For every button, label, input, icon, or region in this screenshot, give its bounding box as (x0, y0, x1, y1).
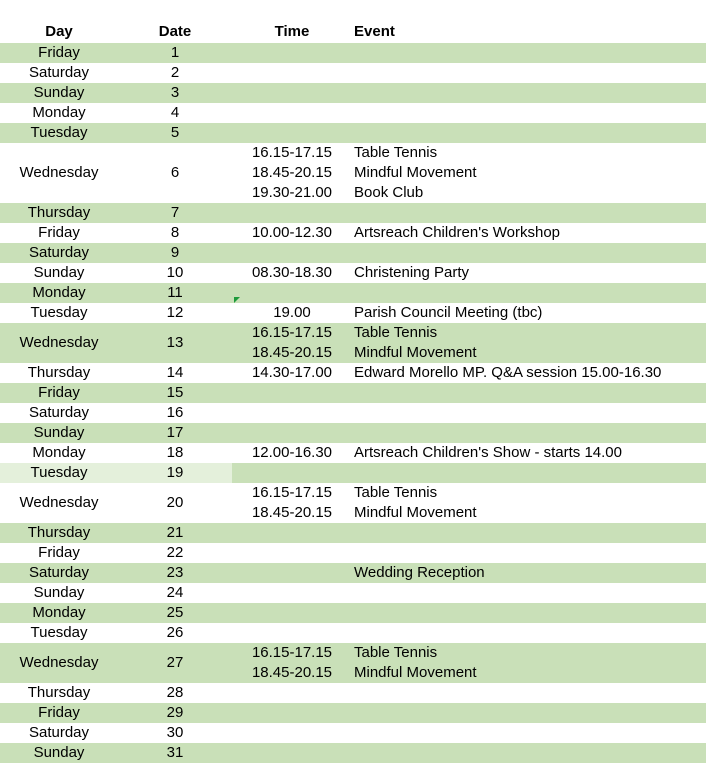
time-cell: 16.15-17.15 (251, 144, 333, 161)
time-cell: 18.45-20.15 (251, 344, 333, 361)
date-cell: 23 (166, 564, 184, 581)
comment-marker-icon (234, 297, 240, 303)
date-cell: 1 (170, 44, 180, 61)
table-row (0, 583, 706, 603)
time-cell: 16.15-17.15 (251, 324, 333, 341)
day-cell: Monday (32, 444, 86, 461)
date-cell: 25 (166, 604, 184, 621)
date-cell: 14 (166, 364, 184, 381)
time-cell: 14.30-17.00 (251, 364, 333, 381)
table-row (0, 543, 706, 563)
event-cell: Table Tennis (354, 144, 438, 161)
date-cell: 6 (170, 164, 180, 181)
table-row (0, 423, 706, 443)
date-cell: 11 (167, 284, 183, 301)
day-cell: Thursday (27, 524, 91, 541)
date-cell: 3 (170, 84, 180, 101)
day-cell: Thursday (27, 684, 91, 701)
header-time: Time (274, 23, 310, 40)
table-row (0, 263, 706, 283)
table-row (0, 303, 706, 323)
event-cell: Table Tennis (354, 324, 438, 341)
day-cell: Sunday (33, 84, 85, 101)
time-cell: 16.15-17.15 (251, 644, 333, 661)
event-cell: Edward Morello MP. Q&A session 15.00-16.30 (354, 364, 662, 381)
date-cell: 16 (166, 404, 184, 421)
time-cell: 19.30-21.00 (251, 184, 333, 201)
day-cell: Thursday (27, 204, 91, 221)
day-cell: Saturday (28, 404, 90, 421)
table-row (0, 563, 706, 583)
day-cell: Tuesday (30, 124, 88, 141)
day-cell: Friday (38, 544, 80, 561)
table-row (0, 723, 706, 743)
time-cell: 18.45-20.15 (251, 164, 333, 181)
day-cell: Friday (38, 224, 80, 241)
day-cell: Saturday (28, 724, 90, 741)
table-row (0, 463, 706, 483)
event-cell: Artsreach Children's Workshop (354, 224, 561, 241)
day-cell: Wednesday (19, 654, 99, 671)
date-cell: 8 (170, 224, 180, 241)
time-cell: 18.45-20.15 (251, 504, 333, 521)
table-row (0, 283, 706, 303)
date-cell: 13 (166, 334, 184, 351)
date-cell: 2 (170, 64, 180, 81)
date-cell: 4 (170, 104, 180, 121)
date-cell: 9 (170, 244, 180, 261)
event-cell: Christening Party (354, 264, 470, 281)
table-row (0, 703, 706, 723)
date-cell: 18 (166, 444, 184, 461)
date-cell: 24 (166, 584, 184, 601)
time-cell: 12.00-16.30 (251, 444, 333, 461)
event-cell: Wedding Reception (354, 564, 485, 581)
table-row (0, 483, 706, 523)
day-cell: Saturday (28, 64, 90, 81)
day-cell: Friday (38, 384, 80, 401)
table-row (0, 403, 706, 423)
day-cell: Wednesday (19, 164, 99, 181)
event-cell: Mindful Movement (354, 344, 477, 361)
header-day: Day (45, 23, 73, 40)
table-row (0, 123, 706, 143)
day-cell: Wednesday (19, 334, 99, 351)
date-cell: 20 (166, 494, 184, 511)
event-cell: Parish Council Meeting (tbc) (354, 304, 543, 321)
day-cell: Monday (32, 284, 86, 301)
table-row (0, 83, 706, 103)
table-row (0, 383, 706, 403)
table-row (0, 63, 706, 83)
date-cell: 15 (166, 384, 184, 401)
event-cell: Table Tennis (354, 484, 438, 501)
date-cell: 10 (166, 264, 184, 281)
header-event: Event (354, 23, 395, 40)
date-cell: 22 (166, 544, 184, 561)
day-cell: Saturday (28, 564, 90, 581)
date-cell: 21 (166, 524, 184, 541)
day-cell: Saturday (28, 244, 90, 261)
date-cell: 12 (166, 304, 184, 321)
time-cell: 10.00-12.30 (251, 224, 333, 241)
table-row (0, 443, 706, 463)
date-cell: 26 (166, 624, 184, 641)
day-cell: Thursday (27, 364, 91, 381)
table-row (0, 243, 706, 263)
table-row (0, 203, 706, 223)
table-row (0, 103, 706, 123)
event-cell: Book Club (354, 184, 424, 201)
day-cell: Friday (38, 704, 80, 721)
time-cell: 18.45-20.15 (251, 664, 333, 681)
event-cell: Table Tennis (354, 644, 438, 661)
event-cell: Mindful Movement (354, 164, 477, 181)
table-row (0, 623, 706, 643)
day-cell: Friday (38, 44, 80, 61)
day-cell: Tuesday (30, 624, 88, 641)
time-cell: 16.15-17.15 (251, 484, 333, 501)
date-cell: 30 (166, 724, 184, 741)
date-cell: 17 (166, 424, 184, 441)
table-row (0, 143, 706, 203)
date-cell: 31 (166, 744, 184, 761)
day-cell: Sunday (33, 584, 85, 601)
date-cell: 29 (166, 704, 184, 721)
date-cell: 7 (170, 204, 180, 221)
table-row (0, 523, 706, 543)
day-cell: Tuesday (30, 304, 88, 321)
header-date: Date (158, 23, 192, 40)
time-cell: 08.30-18.30 (251, 264, 333, 281)
date-cell: 27 (166, 654, 184, 671)
table-row (0, 43, 706, 63)
date-cell: 28 (166, 684, 184, 701)
table-row (0, 603, 706, 623)
time-cell: 19.00 (273, 304, 311, 321)
day-cell: Sunday (33, 424, 85, 441)
date-cell: 19 (166, 464, 184, 481)
table-row (0, 643, 706, 683)
event-cell: Artsreach Children's Show - starts 14.00 (354, 444, 622, 461)
day-cell: Sunday (33, 744, 85, 761)
day-cell: Tuesday (30, 464, 88, 481)
event-cell: Mindful Movement (354, 664, 477, 681)
date-cell: 5 (170, 124, 180, 141)
day-cell: Monday (32, 104, 86, 121)
table-row (0, 223, 706, 243)
table-row (0, 743, 706, 763)
day-cell: Sunday (33, 264, 85, 281)
event-cell: Mindful Movement (354, 504, 477, 521)
table-row (0, 323, 706, 363)
day-cell: Wednesday (19, 494, 99, 511)
table-row (0, 363, 706, 383)
table-row (0, 683, 706, 703)
day-cell: Monday (32, 604, 86, 621)
